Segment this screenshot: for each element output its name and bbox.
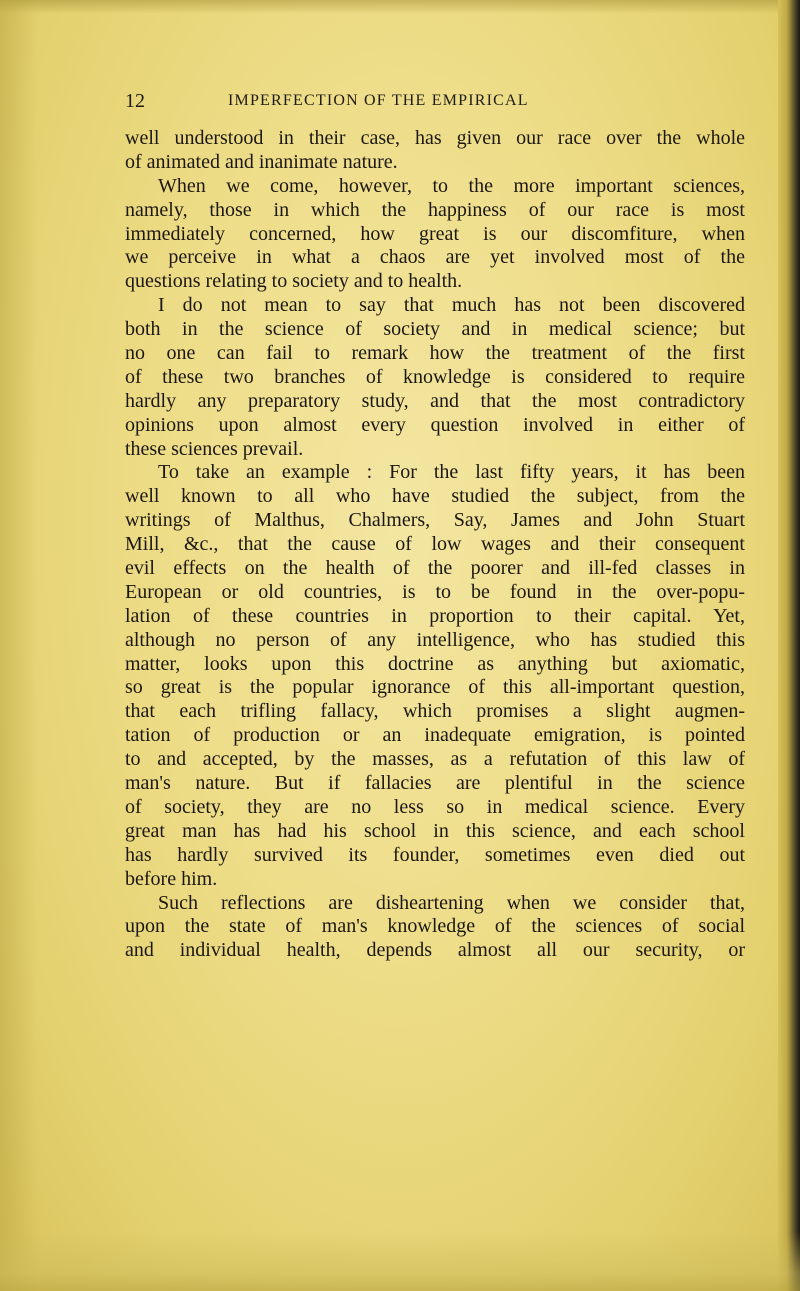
text-line: Mill, &c., that the cause of low wages and their consequent [125, 533, 745, 556]
page-right-edge [778, 0, 800, 1291]
text-line: matter, looks upon this doctrine as anything but axiomatic, [125, 652, 745, 675]
text-line: lation of these countries in proportion to their capital. Yet, [125, 604, 745, 627]
text-line: namely, those in which the happiness of our race is most [125, 198, 745, 221]
text-line: hardly any preparatory study, and that the most contradictory [125, 389, 745, 412]
text-line: has hardly survived its founder, sometimes even died out [125, 843, 745, 866]
text-line: To take an example : For the last fifty years, it has been [158, 461, 745, 484]
text-line: both in the science of society and in medical science; but [125, 318, 745, 341]
text-line: we perceive in what a chaos are yet involved most of the [125, 246, 745, 269]
text-line: writings of Malthus, Chalmers, Say, James and John Stuart [125, 509, 745, 532]
text-line: opinions upon almost every question involved in either of [125, 413, 745, 436]
text-line: When we come, however, to the more important sciences, [158, 174, 745, 197]
page-number: 12 [125, 90, 145, 112]
text-line: tation of production or an inadequate emigration, is pointed [125, 724, 745, 747]
text-line: no one can fail to remark how the treatment of the first [125, 342, 745, 365]
text-line: of these two branches of knowledge is considered to require [125, 365, 745, 388]
page-gutter-shadow [0, 0, 38, 1291]
text-line: and individual health, depends almost all our security, or [125, 939, 745, 962]
text-line: these sciences prevail. [125, 437, 304, 460]
text-line: Such reflections are disheartening when we consider that, [158, 891, 745, 914]
text-line: well understood in their case, has given our race over the whole [125, 127, 745, 149]
text-line: man's nature. But if fallacies are plentiful in the science [125, 772, 745, 795]
page-top-shadow [0, 0, 800, 14]
text-line: well known to all who have studied the subject, from the [125, 485, 745, 508]
text-line: of society, they are no less so in medical science. Every [125, 795, 745, 818]
text-line: questions relating to society and to health. [125, 270, 463, 293]
text-line: great man has had his school in this science, and each school [125, 819, 745, 842]
body-text [125, 127, 745, 963]
text-line: I do not mean to say that much has not been discovered [158, 294, 745, 317]
text-line: immediately concerned, how great is our discomfiture, when [125, 222, 745, 245]
text-line: before him. [125, 867, 218, 890]
text-line: of animated and inanimate nature. [125, 150, 398, 173]
text-line: upon the state of man's knowledge of the sciences of social [125, 915, 745, 938]
text-line: so great is the popular ignorance of this all-important question, [125, 676, 745, 699]
text-line: to and accepted, by the masses, as a refutation of this law of [125, 748, 745, 771]
page-bottom-curl [0, 1231, 800, 1291]
text-line: evil effects on the health of the poorer and ill-fed classes in [125, 557, 745, 580]
text-line: European or old countries, is to be found in the over-popu- [125, 580, 745, 603]
text-line: although no person of any intelligence, who has studied this [125, 628, 745, 651]
text-line: that each trifling fallacy, which promises a slight augmen- [125, 700, 745, 723]
page-header [0, 90, 800, 116]
running-head: IMPERFECTION OF THE EMPIRICAL [228, 92, 529, 109]
